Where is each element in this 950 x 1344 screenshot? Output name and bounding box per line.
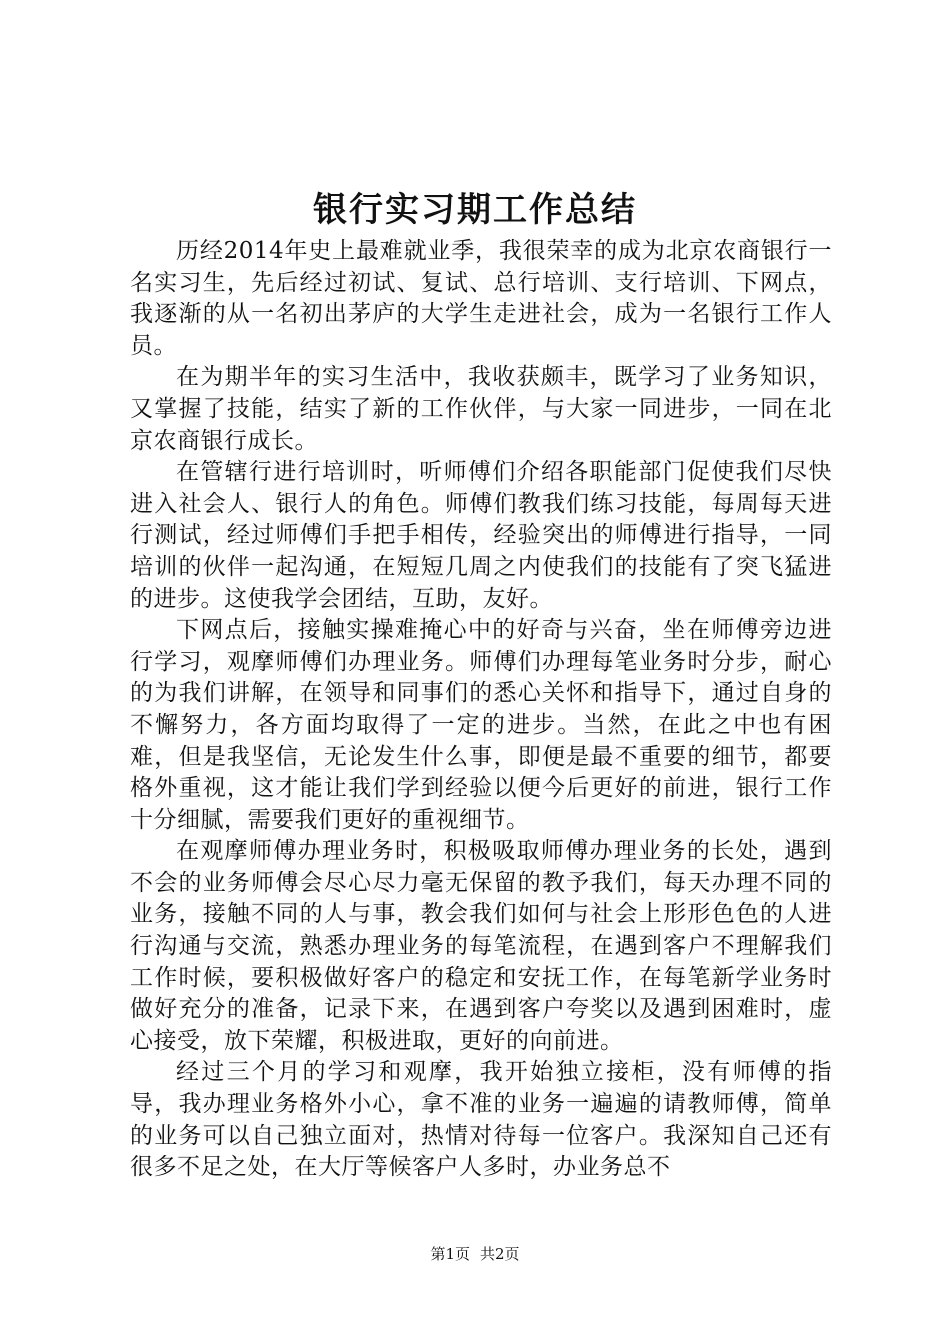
page-number: 第1页: [430, 1245, 470, 1263]
page-footer: [0, 1244, 950, 1264]
document-title: 银行实习期工作总结: [313, 190, 637, 230]
paragraph: 在管辖行进行培训时，听师傅们介绍各职能部门促使我们尽快进入社会人、银行人的角色。师傅们教我们练习技能，每周每天进行测试，经过师傅们手把手相传，经验突出的师傅进行指导，一同培训的伙伴一起沟通，在短短几周之内使我们的技能有了突飞猛进的进步。这使我学会团结，互助，友好。: [130, 459, 832, 612]
paragraph: 历经2014年史上最难就业季，我很荣幸的成为北京农商银行一名实习生，先后经过初试、复试、总行培训、支行培训、下网点，我逐渐的从一名初出茅庐的大学生走进社会，成为一名银行工作人员。: [130, 238, 832, 359]
document-body: [130, 236, 832, 1184]
page-total: 共2页: [480, 1245, 520, 1263]
paragraph: 在为期半年的实习生活中，我收获颇丰，既学习了业务知识，又掌握了技能，结实了新的工作伙伴，与大家一同进步，一同在北京农商银行成长。: [130, 364, 832, 454]
paragraph: 下网点后，接触实操难掩心中的好奇与兴奋，坐在师傅旁边进行学习，观摩师傅们办理业务。师傅们办理每笔业务时分步，耐心的为我们讲解，在领导和同事们的悉心关怀和指导下，通过自身的不懈努力，各方面均取得了一定的进步。当然，在此之中也有困难，但是我坚信，无论发生什么事，即便是最不重要的细节，都要格外重视，这才能让我们学到经验以便今后更好的前进，银行工作十分细腻，需要我们更好的重视细节。: [130, 617, 832, 833]
paragraph: 在观摩师傅办理业务时，积极吸取师傅办理业务的长处，遇到不会的业务师傅会尽心尽力毫无保留的教予我们，每天办理不同的业务，接触不同的人与事，教会我们如何与社会上形形色色的人进行沟通与交流，熟悉办理业务的每笔流程，在遇到客户不理解我们工作时候，要积极做好客户的稳定和安抚工作，在每笔新学业务时做好充分的准备，记录下来，在遇到客户夸奖以及遇到困难时，虚心接受，放下荣耀，积极进取，更好的向前进。: [130, 838, 832, 1054]
paragraph: 经过三个月的学习和观摩，我开始独立接柜，没有师傅的指导，我办理业务格外小心，拿不准的业务一遍遍的请教师傅，简单的业务可以自己独立面对，热情对待每一位客户。我深知自己还有很多不足之处，在大厅等候客户人多时，办业务总不: [130, 1059, 832, 1181]
